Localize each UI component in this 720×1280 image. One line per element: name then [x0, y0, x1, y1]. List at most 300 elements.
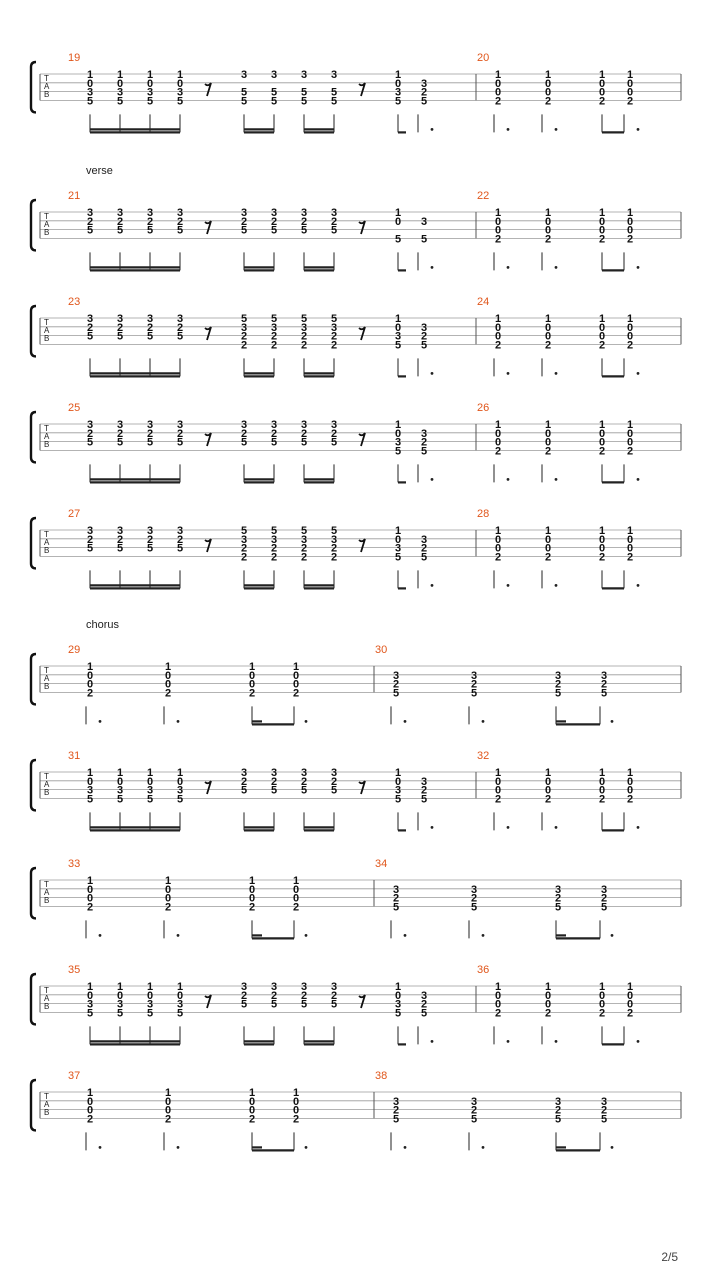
fret-number: 5 — [86, 436, 94, 449]
fret-number: 2 — [86, 687, 94, 700]
fret-number: 0 — [394, 321, 402, 334]
fret-number: 5 — [420, 551, 428, 564]
rhythm-dot — [555, 584, 558, 587]
fret-number: 1 — [544, 767, 552, 779]
rhythm-dot — [404, 1146, 407, 1149]
fret-number: 5 — [300, 525, 308, 537]
fret-number: 5 — [146, 1007, 154, 1020]
fret-number: 5 — [270, 998, 278, 1011]
fret-number: 5 — [420, 1007, 428, 1020]
fret-number: 0 — [248, 883, 256, 896]
fret-number: 2 — [146, 533, 154, 546]
fret-number: 0 — [292, 678, 300, 691]
fret-number: 3 — [86, 419, 94, 431]
fret-number: 0 — [598, 427, 606, 440]
fret-number: 0 — [544, 775, 552, 788]
fret-number: 5 — [420, 445, 428, 458]
fret-number: 2 — [176, 321, 184, 334]
fret-number: 0 — [394, 77, 402, 90]
system-bracket — [31, 760, 36, 810]
fret-number: 2 — [146, 215, 154, 228]
fret-number: 1 — [86, 661, 94, 673]
fret-number: 2 — [494, 551, 502, 564]
fret-number: 3 — [176, 207, 184, 219]
fret-number: 3 — [420, 77, 428, 90]
tab-clef-letter: A — [44, 888, 50, 897]
rhythm-dot — [637, 372, 640, 375]
fret-number: 1 — [598, 981, 606, 993]
tab-clef-letter: B — [44, 1002, 50, 1011]
fret-number: 2 — [164, 687, 172, 700]
fret-number: 2 — [494, 95, 502, 108]
fret-number: 5 — [146, 95, 154, 108]
fret-number: 0 — [164, 678, 172, 691]
fret-number: 0 — [598, 321, 606, 334]
fret-number: 1 — [394, 767, 402, 779]
measure-number: 26 — [477, 402, 490, 414]
fret-number: 2 — [300, 339, 308, 352]
tab-clef-letter: T — [44, 74, 49, 83]
fret-number: 3 — [420, 989, 428, 1002]
fret-number: 3 — [394, 998, 402, 1011]
fret-number: 1 — [544, 981, 552, 993]
fret-number: 0 — [626, 989, 634, 1002]
eighth-rest — [359, 781, 365, 794]
rhythm-dot — [507, 266, 510, 269]
fret-number: 5 — [270, 224, 278, 237]
fret-number: 5 — [86, 95, 94, 108]
fret-number: 1 — [176, 767, 184, 779]
fret-number: 5 — [300, 86, 308, 99]
tab-clef-letter: A — [44, 1100, 50, 1109]
rhythm-dot — [555, 128, 558, 131]
fret-number: 2 — [544, 95, 552, 108]
fret-number: 0 — [494, 436, 502, 449]
fret-number: 2 — [598, 1007, 606, 1020]
fret-number: 1 — [248, 875, 256, 887]
fret-number: 1 — [394, 525, 402, 537]
tab-clef-letter: A — [44, 326, 50, 335]
tab-clef-letter: B — [44, 788, 50, 797]
fret-number: 1 — [86, 69, 94, 81]
fret-number: 3 — [146, 525, 154, 537]
fret-number: 2 — [598, 793, 606, 806]
fret-number: 1 — [164, 875, 172, 887]
fret-number: 0 — [248, 678, 256, 691]
fret-number: 5 — [600, 687, 608, 700]
fret-number: 2 — [292, 901, 300, 914]
fret-number: 5 — [86, 542, 94, 555]
fret-number: 3 — [270, 207, 278, 219]
fret-number: 5 — [146, 224, 154, 237]
fret-number: 1 — [494, 525, 502, 537]
fret-number: 0 — [146, 77, 154, 90]
fret-number: 3 — [394, 436, 402, 449]
rhythm-dot — [482, 934, 485, 937]
fret-number: 3 — [300, 533, 308, 546]
fret-number: 5 — [330, 436, 338, 449]
fret-number: 3 — [420, 775, 428, 788]
fret-number: 0 — [116, 77, 124, 90]
fret-number: 5 — [270, 784, 278, 797]
fret-number: 0 — [394, 215, 402, 228]
fret-number: 2 — [420, 542, 428, 555]
fret-number: 3 — [420, 215, 428, 228]
measure-number: 31 — [68, 750, 81, 762]
system-bracket — [31, 62, 36, 112]
fret-number: 2 — [600, 678, 608, 691]
fret-number: 5 — [116, 793, 124, 806]
fret-number: 2 — [270, 330, 278, 343]
fret-number: 0 — [116, 775, 124, 788]
fret-number: 3 — [176, 313, 184, 325]
rhythm-dot — [431, 372, 434, 375]
fret-number: 3 — [394, 542, 402, 555]
fret-number: 3 — [270, 533, 278, 546]
fret-number: 0 — [626, 436, 634, 449]
tab-clef-letter: T — [44, 666, 49, 675]
fret-number: 1 — [598, 767, 606, 779]
rhythm-dot — [482, 1146, 485, 1149]
fret-number: 1 — [176, 981, 184, 993]
system-bracket — [31, 306, 36, 356]
fret-number: 0 — [626, 542, 634, 555]
rhythm-dot — [431, 584, 434, 587]
fret-number: 1 — [494, 313, 502, 325]
fret-number: 3 — [240, 69, 248, 81]
fret-number: 1 — [544, 313, 552, 325]
fret-number: 0 — [86, 883, 94, 896]
fret-number: 5 — [394, 793, 402, 806]
rhythm-dot — [305, 1146, 308, 1149]
fret-number: 5 — [330, 784, 338, 797]
fret-number: 3 — [300, 981, 308, 993]
fret-number: 5 — [300, 436, 308, 449]
fret-number: 0 — [86, 775, 94, 788]
eighth-rest — [205, 83, 211, 96]
fret-number: 2 — [330, 330, 338, 343]
rhythm-dot — [431, 1040, 434, 1043]
fret-number: 2 — [240, 551, 248, 564]
fret-number: 2 — [116, 321, 124, 334]
fret-number: 0 — [394, 427, 402, 440]
fret-number: 0 — [292, 1095, 300, 1108]
rhythm-dot — [637, 478, 640, 481]
rhythm-dot — [431, 826, 434, 829]
fret-number: 1 — [394, 981, 402, 993]
fret-number: 2 — [494, 233, 502, 246]
fret-number: 1 — [544, 69, 552, 81]
fret-number: 2 — [248, 687, 256, 700]
fret-number: 2 — [300, 215, 308, 228]
tab-clef-letter: B — [44, 90, 50, 99]
fret-number: 0 — [116, 989, 124, 1002]
fret-number: 3 — [270, 69, 278, 81]
rhythm-dot — [99, 720, 102, 723]
measure-number: 29 — [68, 644, 81, 656]
fret-number: 5 — [394, 95, 402, 108]
fret-number: 1 — [544, 207, 552, 219]
fret-number: 0 — [164, 883, 172, 896]
fret-number: 3 — [470, 669, 478, 682]
measure-number: 32 — [477, 750, 490, 762]
fret-number: 5 — [394, 445, 402, 458]
fret-number: 1 — [248, 1087, 256, 1099]
eighth-rest — [359, 83, 365, 96]
fret-number: 5 — [146, 330, 154, 343]
fret-number: 1 — [626, 69, 634, 81]
fret-number: 2 — [470, 892, 478, 905]
fret-number: 0 — [598, 998, 606, 1011]
fret-number: 3 — [146, 313, 154, 325]
fret-number: 5 — [300, 224, 308, 237]
rhythm-dot — [404, 934, 407, 937]
fret-number: 2 — [86, 215, 94, 228]
fret-number: 1 — [494, 767, 502, 779]
fret-number: 2 — [240, 427, 248, 440]
rhythm-dot — [507, 478, 510, 481]
fret-number: 0 — [544, 436, 552, 449]
fret-number: 3 — [392, 1095, 400, 1108]
fret-number: 0 — [544, 215, 552, 228]
fret-number: 0 — [598, 542, 606, 555]
fret-number: 5 — [392, 1113, 400, 1126]
fret-number: 2 — [146, 427, 154, 440]
section-label: verse — [86, 165, 113, 177]
rhythm-dot — [99, 1146, 102, 1149]
fret-number: 5 — [420, 793, 428, 806]
fret-number: 3 — [176, 525, 184, 537]
fret-number: 3 — [86, 525, 94, 537]
fret-number: 2 — [330, 215, 338, 228]
fret-number: 0 — [598, 215, 606, 228]
tab-clef-letter: T — [44, 212, 49, 221]
fret-number: 2 — [146, 321, 154, 334]
fret-number: 2 — [300, 775, 308, 788]
fret-number: 3 — [420, 427, 428, 440]
fret-number: 5 — [470, 1113, 478, 1126]
fret-number: 5 — [240, 95, 248, 108]
eighth-rest — [205, 327, 211, 340]
fret-number: 0 — [544, 77, 552, 90]
measure-number: 28 — [477, 508, 490, 520]
fret-number: 2 — [176, 533, 184, 546]
fret-number: 0 — [598, 86, 606, 99]
fret-number: 0 — [292, 1104, 300, 1117]
measure-number: 24 — [477, 296, 490, 308]
fret-number: 2 — [86, 321, 94, 334]
measure-number: 35 — [68, 964, 81, 976]
fret-number: 2 — [554, 892, 562, 905]
fret-number: 0 — [248, 1095, 256, 1108]
rhythm-dot — [507, 372, 510, 375]
measure-number: 34 — [375, 858, 388, 870]
fret-number: 1 — [86, 875, 94, 887]
fret-number: 2 — [626, 793, 634, 806]
fret-number: 3 — [240, 419, 248, 431]
system-bracket — [31, 868, 36, 918]
fret-number: 3 — [330, 981, 338, 993]
fret-number: 3 — [300, 767, 308, 779]
fret-number: 0 — [164, 1095, 172, 1108]
fret-number: 2 — [330, 339, 338, 352]
fret-number: 5 — [146, 542, 154, 555]
fret-number: 1 — [116, 69, 124, 81]
measure-number: 36 — [477, 964, 490, 976]
rhythm-dot — [305, 720, 308, 723]
rhythm-dot — [555, 372, 558, 375]
rhythm-dot — [555, 478, 558, 481]
fret-number: 3 — [330, 419, 338, 431]
fret-number: 0 — [544, 998, 552, 1011]
fret-number: 3 — [270, 767, 278, 779]
fret-number: 2 — [544, 551, 552, 564]
fret-number: 1 — [292, 875, 300, 887]
fret-number: 1 — [146, 981, 154, 993]
fret-number: 2 — [554, 1104, 562, 1117]
rhythm-dot — [507, 584, 510, 587]
tab-clef-letter: T — [44, 1092, 49, 1101]
fret-number: 5 — [240, 86, 248, 99]
rhythm-dot — [611, 934, 614, 937]
rhythm-dot — [637, 584, 640, 587]
fret-number: 2 — [544, 339, 552, 352]
fret-number: 0 — [164, 892, 172, 905]
rhythm-dot — [637, 266, 640, 269]
fret-number: 3 — [330, 69, 338, 81]
fret-number: 0 — [86, 989, 94, 1002]
rhythm-dot — [404, 720, 407, 723]
fret-number: 1 — [494, 207, 502, 219]
fret-number: 5 — [240, 525, 248, 537]
fret-number: 0 — [494, 215, 502, 228]
fret-number: 3 — [86, 86, 94, 99]
fret-number: 5 — [394, 233, 402, 246]
fret-number: 3 — [394, 86, 402, 99]
fret-number: 3 — [270, 419, 278, 431]
fret-number: 0 — [626, 215, 634, 228]
fret-number: 2 — [248, 1113, 256, 1126]
fret-number: 2 — [116, 533, 124, 546]
fret-number: 2 — [330, 542, 338, 555]
fret-number: 2 — [86, 533, 94, 546]
fret-number: 3 — [176, 86, 184, 99]
measure-number: 30 — [375, 644, 388, 656]
fret-number: 0 — [494, 998, 502, 1011]
fret-number: 2 — [300, 989, 308, 1002]
fret-number: 1 — [292, 1087, 300, 1099]
fret-number: 5 — [330, 313, 338, 325]
fret-number: 3 — [330, 533, 338, 546]
fret-number: 0 — [164, 669, 172, 682]
fret-number: 2 — [116, 427, 124, 440]
fret-number: 3 — [86, 784, 94, 797]
fret-number: 0 — [164, 1104, 172, 1117]
rhythm-dot — [507, 826, 510, 829]
fret-number: 3 — [600, 669, 608, 682]
fret-number: 0 — [494, 533, 502, 546]
tab-clef-letter: B — [44, 546, 50, 555]
fret-number: 5 — [86, 224, 94, 237]
fret-number: 2 — [420, 784, 428, 797]
fret-number: 2 — [270, 989, 278, 1002]
fret-number: 5 — [420, 339, 428, 352]
tab-clef-letter: T — [44, 424, 49, 433]
rhythm-dot — [637, 1040, 640, 1043]
fret-number: 2 — [300, 427, 308, 440]
fret-number: 2 — [392, 892, 400, 905]
fret-number: 2 — [626, 445, 634, 458]
tab-clef-letter: B — [44, 682, 50, 691]
fret-number: 3 — [146, 419, 154, 431]
fret-number: 0 — [494, 330, 502, 343]
fret-number: 2 — [598, 445, 606, 458]
fret-number: 0 — [248, 1104, 256, 1117]
fret-number: 0 — [626, 86, 634, 99]
section-label: chorus — [86, 619, 120, 631]
rhythm-dot — [177, 934, 180, 937]
tab-clef-letter: A — [44, 220, 50, 229]
rhythm-dot — [177, 720, 180, 723]
fret-number: 3 — [300, 321, 308, 334]
fret-number: 1 — [116, 981, 124, 993]
fret-number: 5 — [146, 793, 154, 806]
fret-number: 1 — [86, 1087, 94, 1099]
fret-number: 2 — [240, 989, 248, 1002]
fret-number: 1 — [116, 767, 124, 779]
tab-clef-letter: T — [44, 880, 49, 889]
fret-number: 0 — [86, 892, 94, 905]
fret-number: 2 — [598, 339, 606, 352]
fret-number: 5 — [86, 1007, 94, 1020]
fret-number: 3 — [116, 998, 124, 1011]
fret-number: 1 — [598, 525, 606, 537]
fret-number: 0 — [598, 436, 606, 449]
fret-number: 2 — [270, 215, 278, 228]
fret-number: 3 — [116, 525, 124, 537]
fret-number: 0 — [494, 77, 502, 90]
fret-number: 1 — [494, 981, 502, 993]
fret-number: 0 — [176, 77, 184, 90]
fret-number: 3 — [176, 784, 184, 797]
fret-number: 5 — [240, 436, 248, 449]
eighth-rest — [359, 327, 365, 340]
fret-number: 2 — [300, 551, 308, 564]
fret-number: 0 — [494, 775, 502, 788]
measure-number: 23 — [68, 296, 81, 308]
fret-number: 5 — [176, 95, 184, 108]
fret-number: 0 — [544, 224, 552, 237]
fret-number: 3 — [554, 883, 562, 896]
fret-number: 0 — [394, 989, 402, 1002]
fret-number: 0 — [598, 775, 606, 788]
system-bracket — [31, 412, 36, 462]
fret-number: 0 — [494, 427, 502, 440]
fret-number: 3 — [420, 321, 428, 334]
fret-number: 2 — [420, 330, 428, 343]
fret-number: 0 — [494, 224, 502, 237]
measure-number: 20 — [477, 52, 490, 64]
tab-clef-letter: B — [44, 440, 50, 449]
rhythm-dot — [611, 1146, 614, 1149]
fret-number: 1 — [598, 207, 606, 219]
fret-number: 3 — [176, 998, 184, 1011]
rhythm-dot — [431, 128, 434, 131]
fret-number: 3 — [392, 669, 400, 682]
fret-number: 0 — [176, 775, 184, 788]
system-bracket — [31, 200, 36, 250]
system-bracket — [31, 654, 36, 704]
